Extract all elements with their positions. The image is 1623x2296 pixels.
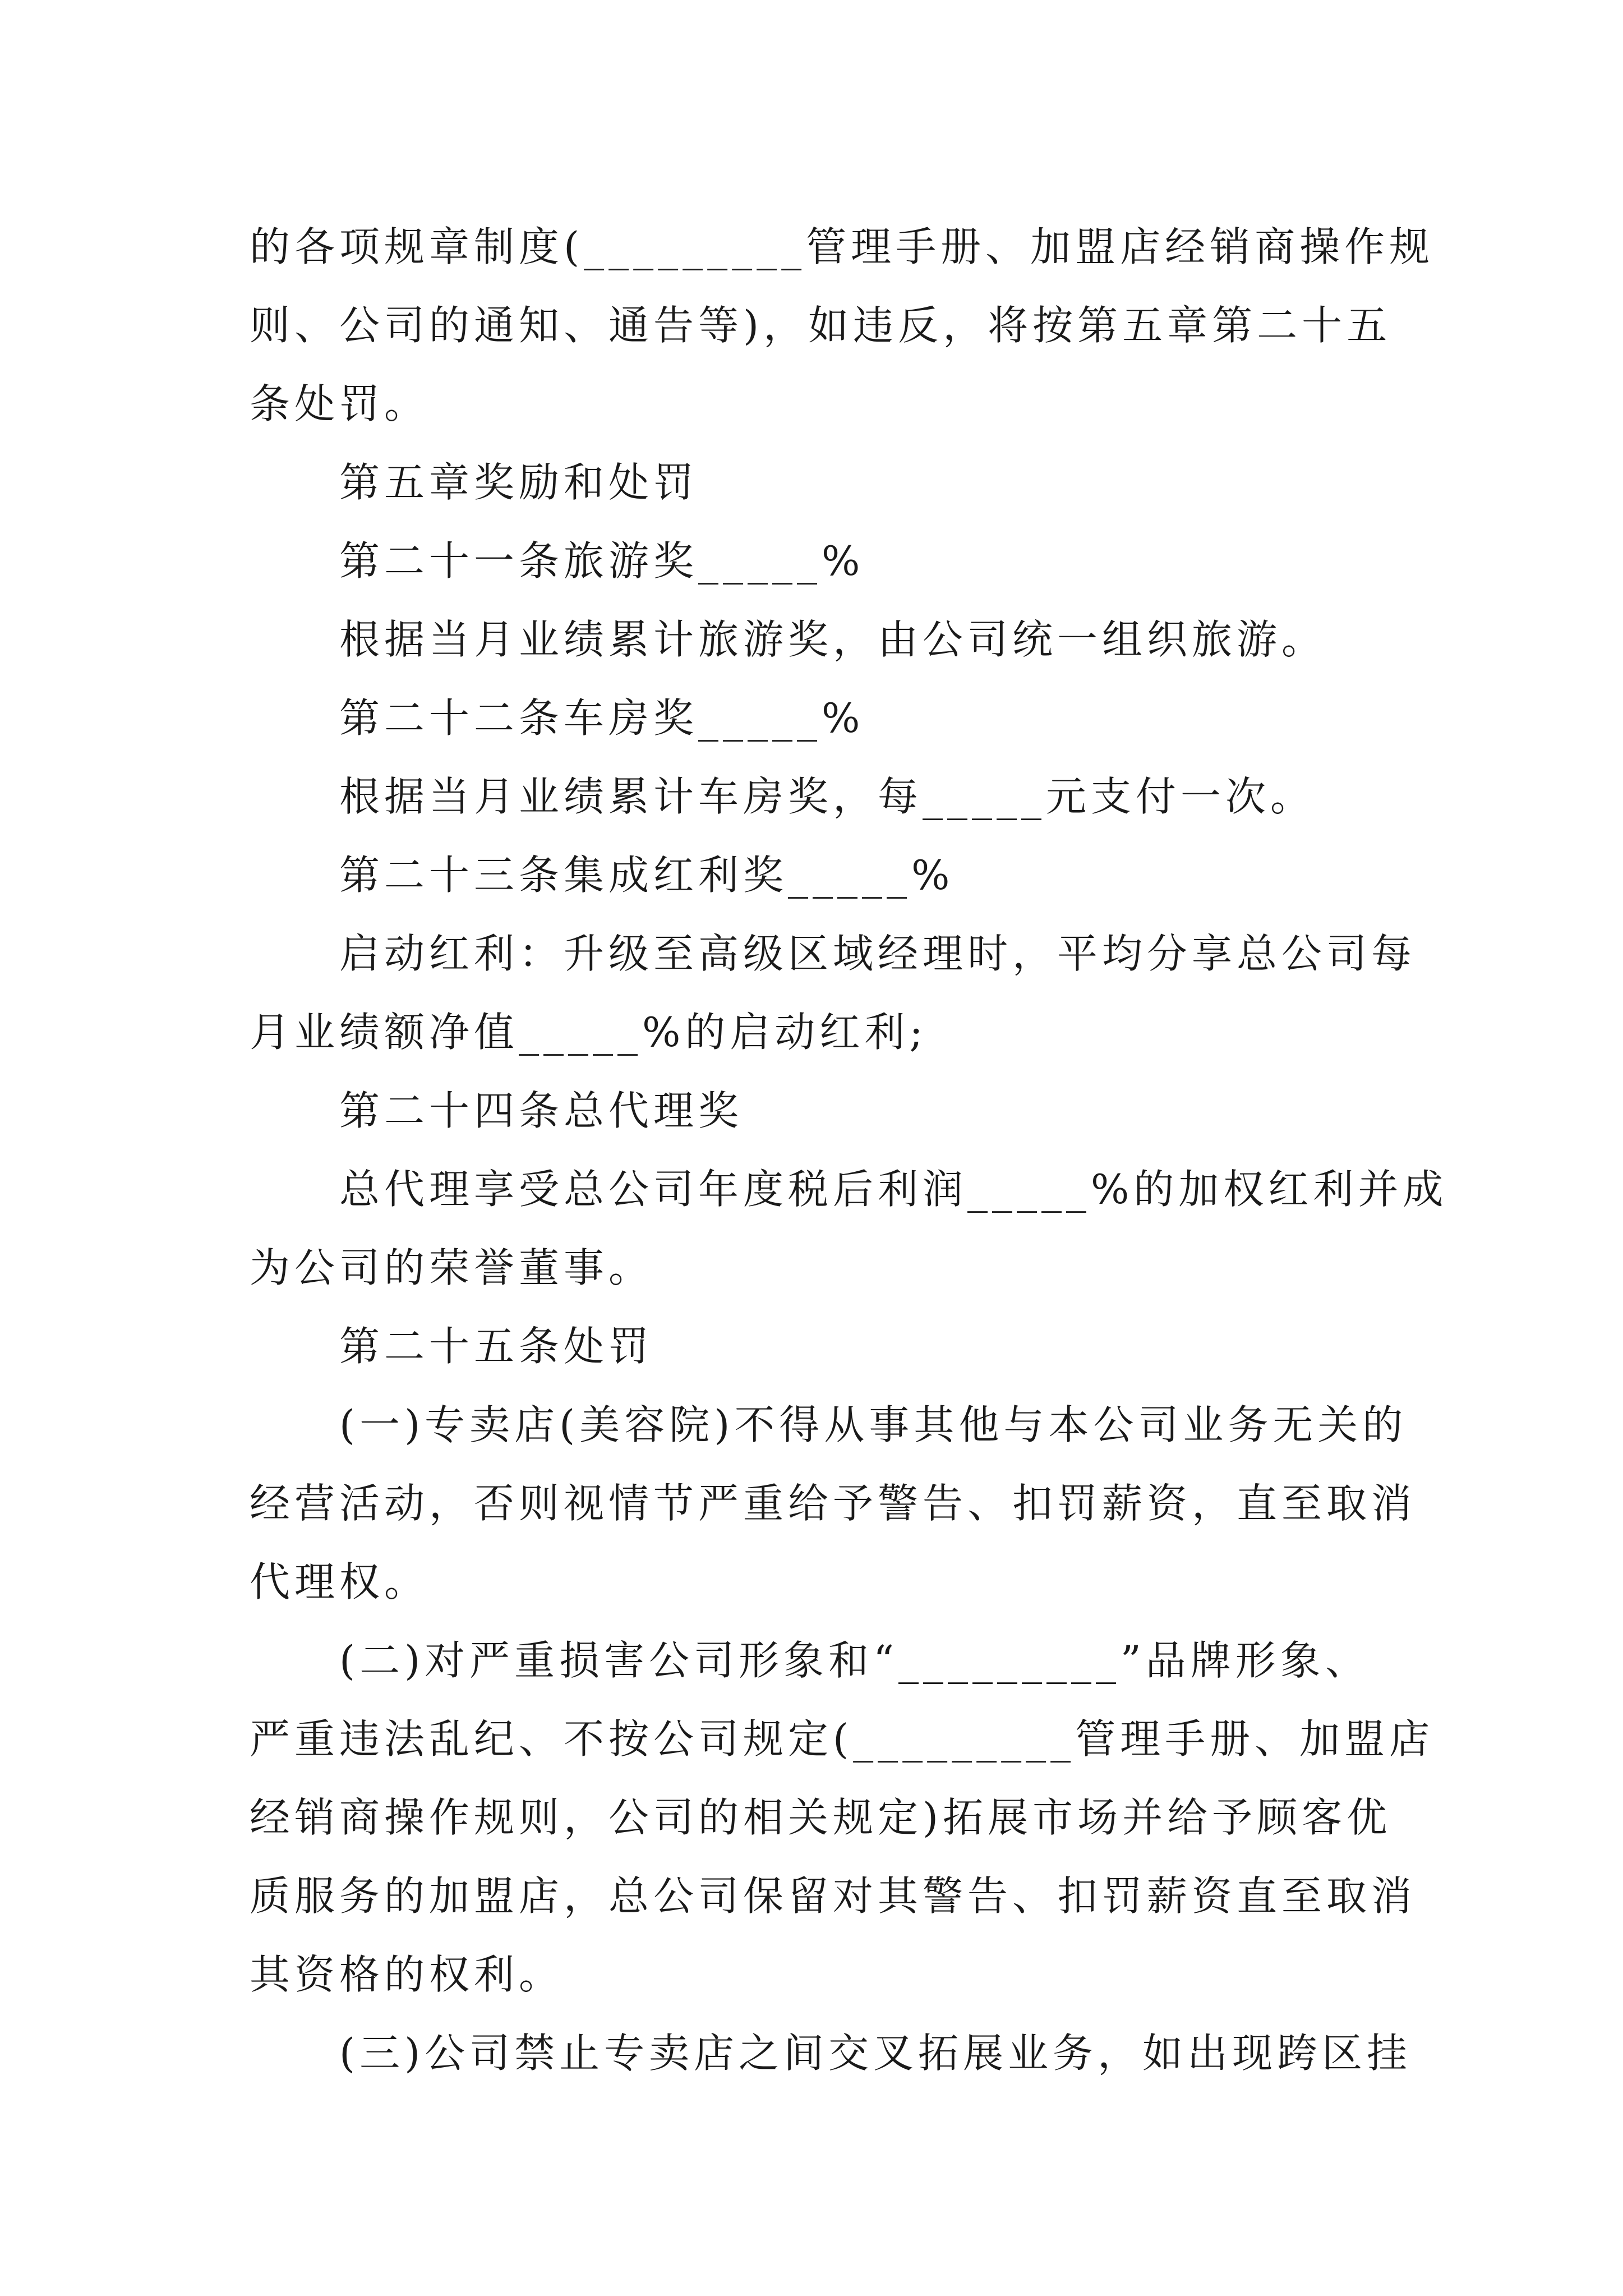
text-line: 月业绩额净值_____%的启动红利; (250, 1009, 928, 1056)
text-line: 根据当月业绩累计旅游奖，由公司统一组织旅游。 (339, 616, 1327, 663)
text-line: (二)对严重损害公司形象和“_________”品牌形象、 (339, 1637, 1370, 1684)
paragraph (250, 914, 1417, 1071)
paragraph (250, 679, 1388, 757)
text-line: 根据当月业绩累计车房奖，每_____元支付一次。 (339, 773, 1316, 820)
text-line: 第五章奖励和处罚 (339, 459, 699, 506)
text-line: 其资格的权利。 (250, 1951, 564, 1998)
paragraph (250, 443, 1388, 522)
document-body (250, 208, 1448, 2092)
paragraph (250, 1071, 1388, 1150)
paragraph (250, 522, 1388, 600)
paragraph (250, 1150, 1448, 1307)
text-line: 启动红利：升级至高级区域经理时，平均分享总公司每 (339, 930, 1417, 977)
text-line: 经营活动，否则视情节严重给予警告、扣罚薪资，直至取消 (250, 1480, 1417, 1527)
paragraph (250, 600, 1388, 679)
text-line: 经销商操作规则，公司的相关规定)拓展市场并给予顾客优 (250, 1794, 1392, 1841)
paragraph (250, 1621, 1435, 2014)
text-line: 的各项规章制度(_________管理手册、加盟店经销商操作规 (250, 223, 1435, 270)
text-line: 第二十一条旅游奖_____% (339, 537, 865, 585)
paragraph (250, 836, 1388, 914)
text-line: 严重违法乱纪、不按公司规定(_________管理手册、加盟店 (250, 1715, 1435, 1763)
paragraph (250, 208, 1435, 443)
text-line: (一)专卖店(美容院)不得从事其他与本公司业务无关的 (339, 1401, 1408, 1448)
text-line: 第二十二条车房奖_____% (339, 694, 865, 742)
text-line: 条处罚。 (250, 380, 430, 427)
text-line: 代理权。 (250, 1558, 430, 1605)
paragraph (250, 1386, 1417, 1621)
paragraph (250, 1307, 1388, 1386)
text-line: 则、公司的通知、通告等)，如违反，将按第五章第二十五 (250, 302, 1392, 349)
text-line: 第二十五条处罚 (339, 1323, 654, 1370)
text-line: 为公司的荣誉董事。 (250, 1244, 654, 1291)
text-line: (三)公司禁止专卖店之间交叉拓展业务，如出现跨区挂 (339, 2030, 1412, 2077)
paragraph (250, 757, 1388, 836)
paragraph (250, 2014, 1412, 2092)
text-line: 质服务的加盟店，总公司保留对其警告、扣罚薪资直至取消 (250, 1872, 1417, 1920)
text-line: 第二十三条集成红利奖_____% (339, 852, 955, 899)
text-line: 总代理享受总公司年度税后利润_____%的加权红利并成 (339, 1166, 1448, 1213)
text-line: 第二十四条总代理奖 (339, 1087, 744, 1134)
